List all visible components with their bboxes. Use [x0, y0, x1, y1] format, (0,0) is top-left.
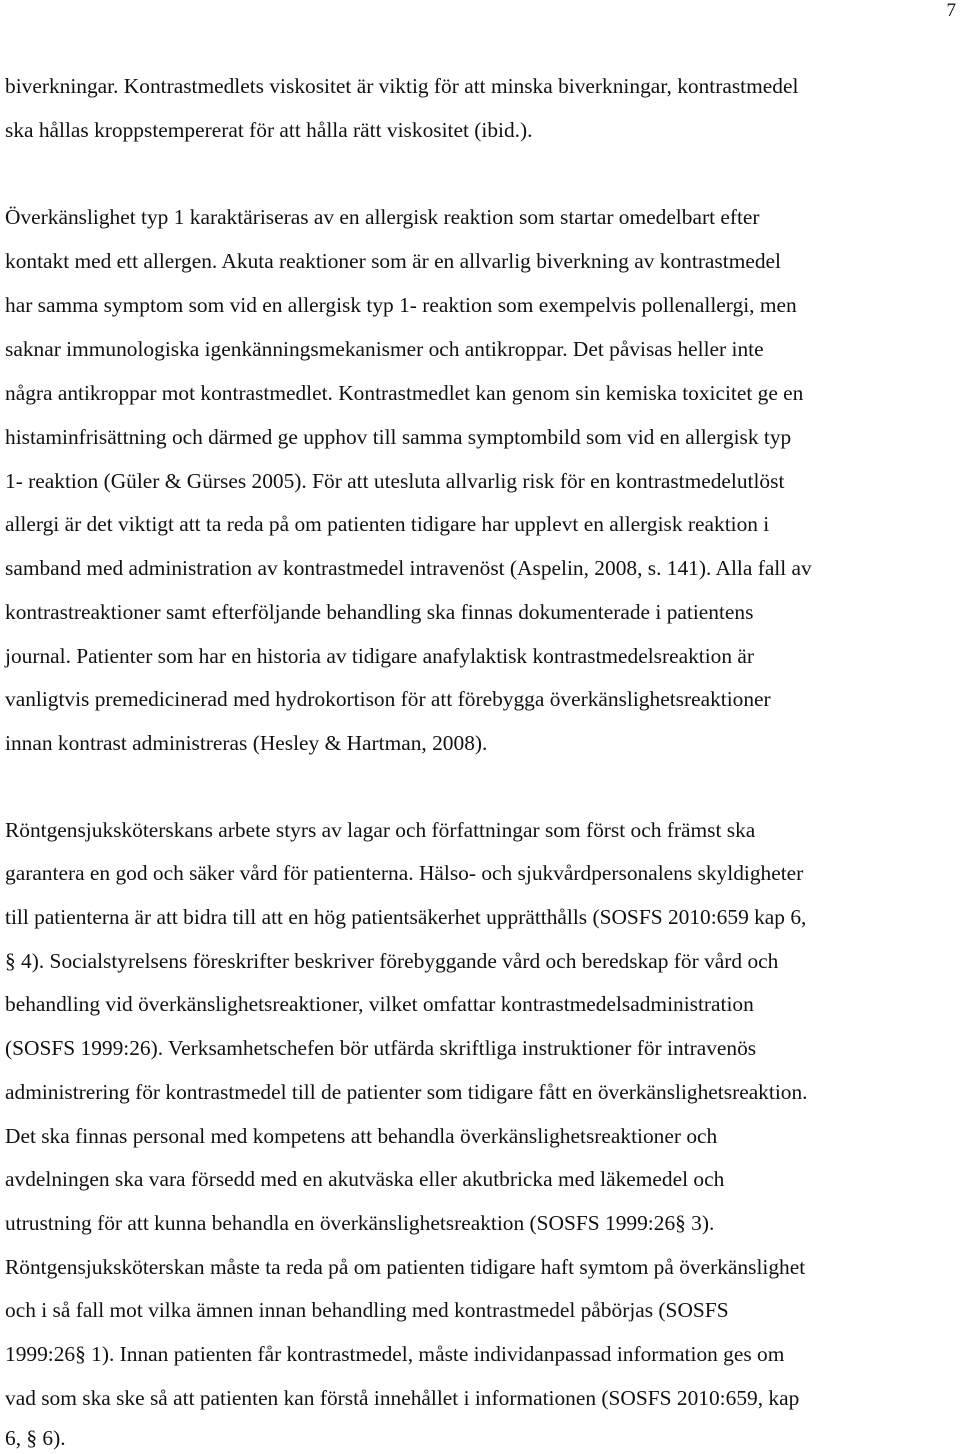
- text-line: 1999:26§ 1). Innan patienten får kontrastmedel, måste individanpassad information ges om: [5, 1342, 785, 1366]
- text-line: histaminfrisättning och därmed ge upphov till samma symptombild som vid en allergisk typ: [5, 425, 792, 449]
- text-line: § 4). Socialstyrelsens föreskrifter beskriver förebyggande vård och beredskap för vård och: [5, 949, 779, 973]
- text-line: allergi är det viktigt att ta reda på om patienten tidigare har upplevt en allergisk reaktion i: [5, 512, 770, 536]
- text-line: Överkänslighet typ 1 karaktäriseras av en allergisk reaktion som startar omedelbart efter: [5, 205, 760, 229]
- text-line: till patienterna är att bidra till att en hög patientsäkerhet upprätthålls (SOSFS 2010:659 kap 6,: [5, 905, 807, 929]
- text-line: samband med administration av kontrastmedel intravenöst (Aspelin, 2008, s. 141). Alla fall av: [5, 556, 812, 580]
- page-number: 7: [946, 0, 956, 21]
- text-line: har samma symptom som vid en allergisk typ 1- reaktion som exempelvis pollenallergi, men: [5, 293, 797, 317]
- text-line: garantera en god och säker vård för patienterna. Hälso- och sjukvårdpersonalens skyldigheter: [5, 861, 804, 885]
- text-line: journal. Patienter som har en historia av tidigare anafylaktisk kontrastmedelsreaktion är: [5, 644, 755, 668]
- text-line: och i så fall mot vilka ämnen innan behandling med kontrastmedel påbörjas (SOSFS: [5, 1298, 729, 1322]
- text-line: kontrastreaktioner samt efterföljande behandling ska finnas dokumenterade i patientens: [5, 600, 754, 624]
- text-line: Röntgensjuksköterskan måste ta reda på om patienten tidigare haft symtom på överkänslighet: [5, 1255, 806, 1279]
- text-line: innan kontrast administreras (Hesley & Hartman, 2008).: [5, 731, 488, 755]
- text-line: Det ska finnas personal med kompetens att behandla överkänslighetsreaktioner och: [5, 1124, 718, 1148]
- text-line: 1- reaktion (Güler & Gürses 2005). För att utesluta allvarlig risk för en kontrastmedelutlöst: [5, 469, 785, 493]
- text-line: biverkningar. Kontrastmedlets viskositet är viktig för att minska biverkningar, kontrastmedel: [5, 74, 799, 98]
- text-line: saknar immunologiska igenkänningsmekanismer och antikroppar. Det påvisas heller inte: [5, 337, 764, 361]
- text-line: utrustning för att kunna behandla en överkänslighetsreaktion (SOSFS 1999:26§ 3).: [5, 1211, 715, 1235]
- text-line: administrering för kontrastmedel till de patienter som tidigare fått en överkänslighetsreaktion.: [5, 1080, 808, 1104]
- text-line: vanligtvis premedicinerad med hydrokortison för att förebygga överkänslighetsreaktioner: [5, 687, 771, 711]
- text-line: Röntgensjuksköterskans arbete styrs av lagar och författningar som först och främst ska: [5, 818, 756, 842]
- text-line: vad som ska ske så att patienten kan förstå innehållet i informationen (SOSFS 2010:659, kap: [5, 1386, 800, 1410]
- text-line: några antikroppar mot kontrastmedlet. Kontrastmedlet kan genom sin kemiska toxicitet ge en: [5, 381, 804, 405]
- text-line: (SOSFS 1999:26). Verksamhetschefen bör utfärda skriftliga instruktioner för intravenös: [5, 1036, 757, 1060]
- text-line: avdelningen ska vara försedd med en akutväska eller akutbricka med läkemedel och: [5, 1167, 725, 1191]
- text-line: behandling vid överkänslighetsreaktioner, vilket omfattar kontrastmedelsadministration: [5, 992, 754, 1016]
- text-line: ska hållas kroppstempererat för att hålla rätt viskositet (ibid.).: [5, 118, 533, 142]
- text-line: kontakt med ett allergen. Akuta reaktioner som är en allvarlig biverkning av kontrastmedel: [5, 249, 781, 273]
- text-line: 6, § 6).: [5, 1426, 66, 1450]
